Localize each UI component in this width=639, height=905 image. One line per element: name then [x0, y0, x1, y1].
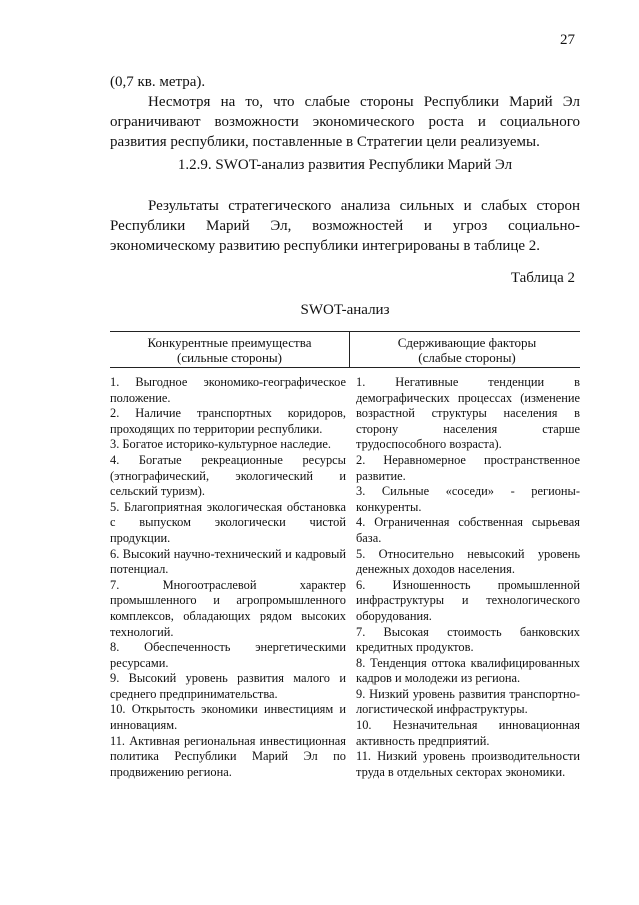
- intro-line: (0,7 кв. метра).: [110, 74, 206, 90]
- strengths-header-line2: (сильные стороны): [177, 350, 282, 365]
- section-title: 1.2.9. SWOT-анализ развития Республики Марий Эл: [177, 157, 513, 173]
- weakness-item: 2. Неравномерное пространственное развитие.: [356, 452, 580, 483]
- swot-table: [110, 331, 580, 871]
- strength-item: 7. Многоотраслевой характер промышленного и агропромышленного комплексов, обладающих рядом высоких технологий.: [110, 577, 346, 639]
- strength-item: 10. Открытость экономики инвестициям и инновациям.: [110, 702, 346, 733]
- strengths-header-line1: Конкурентные преимущества: [147, 335, 312, 350]
- weaknesses-column: [356, 375, 580, 780]
- strength-item: 6. Высокий научно-технический и кадровый потенциал.: [110, 546, 346, 577]
- weakness-item: 3. Сильные «соседи» - регионы-конкуренты.: [356, 484, 580, 514]
- strength-item: 5. Благоприятная экологическая обстановка с выпуском экологически чистой продукции.: [110, 499, 346, 545]
- strength-item: 1. Выгодное экономико-географическое положение.: [110, 375, 346, 405]
- weakness-item: 4. Ограниченная собственная сырьевая база.: [356, 515, 580, 545]
- table-header-bottom-border: [110, 367, 580, 368]
- intro-paragraph: Несмотря на то, что слабые стороны Республики Марий Эл ограничивают возможности экономического роста и социального развития республики, поставленные в Стратегии цели реализуемы.: [110, 94, 580, 150]
- strength-item: 2. Наличие транспортных коридоров, проходящих по территории республики.: [110, 406, 346, 436]
- strengths-header: [110, 335, 349, 365]
- weakness-item: 7. Высокая стоимость банковских кредитных продуктов.: [356, 624, 580, 655]
- table-title: SWOT-анализ: [300, 302, 390, 318]
- weaknesses-header: [354, 335, 580, 365]
- section-paragraph: Результаты стратегического анализа сильных и слабых сторон Республики Марий Эл, возможностей и угроз социально-экономическому развитию республики интегрированы в таблице 2.: [110, 198, 580, 254]
- table-header-divider: [349, 331, 350, 367]
- weakness-item: 8. Тенденция оттока квалифицированных кадров и молодежи из региона.: [356, 655, 580, 686]
- weaknesses-header-line1: Сдерживающие факторы: [397, 335, 537, 350]
- strength-item: 8. Обеспеченность энергетическими ресурсами.: [110, 640, 346, 670]
- weakness-item: 5. Относительно невысокий уровень денежных доходов населения.: [356, 546, 580, 577]
- weakness-item: 6. Изношенность промышленной инфраструктуры и технологического оборудования.: [356, 577, 580, 623]
- weakness-item: 1. Негативные тенденции в демографических процессах (изменение возрастной структуры населения в сторону населения старше трудоспособного возраста).: [356, 375, 580, 452]
- strength-item: 3. Богатое историко-культурное наследие.: [110, 437, 332, 452]
- strengths-column: [110, 375, 346, 780]
- strength-item: 4. Богатые рекреационные ресурсы (этнографический, экологический и сельский туризм).: [110, 452, 346, 499]
- page-number: 27: [560, 32, 575, 48]
- table-top-border: [110, 331, 580, 332]
- weakness-item: 10. Незначительная инновационная активность предприятий.: [356, 718, 580, 748]
- table-label: Таблица 2: [510, 270, 575, 286]
- weakness-item: 11. Низкий уровень производительности труда в отдельных секторах экономики.: [356, 749, 580, 779]
- weaknesses-header-line2: (слабые стороны): [418, 350, 516, 365]
- weakness-item: 9. Низкий уровень развития транспортно-логистической инфраструктуры.: [356, 686, 580, 717]
- strength-item: 11. Активная региональная инвестиционная политика Республики Марий Эл по продвижению региона.: [110, 733, 346, 779]
- strength-item: 9. Высокий уровень развития малого и среднего предпринимательства.: [110, 671, 346, 701]
